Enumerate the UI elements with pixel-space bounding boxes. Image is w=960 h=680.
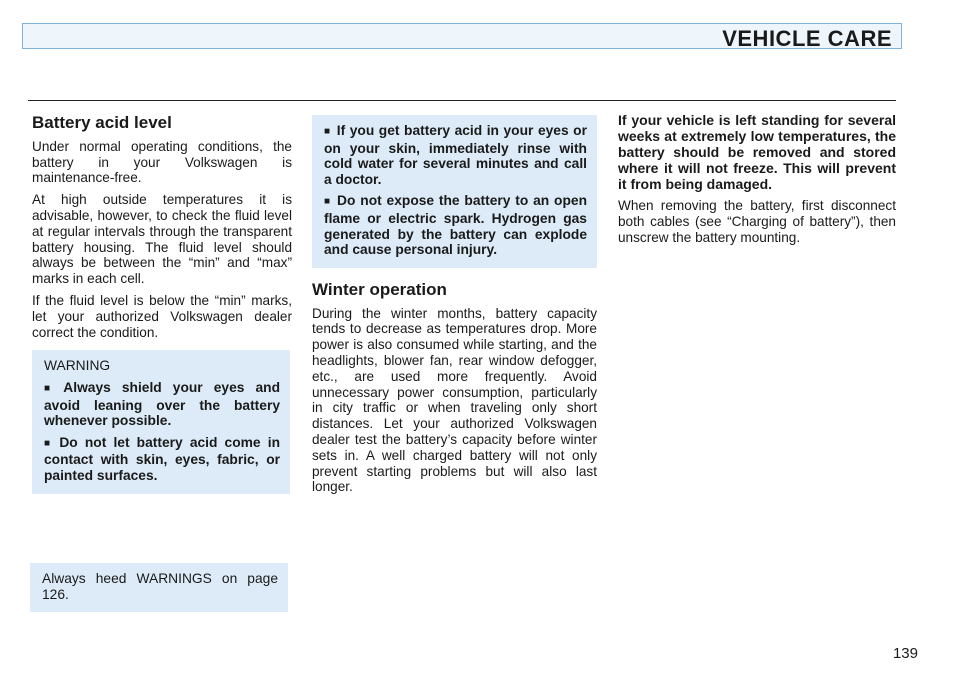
- storage-warning-paragraph: If your vehicle is left standing for several weeks at extremely low temperatures, the battery should be removed and stored where it will not freeze. This will prevent it from being damaged.: [618, 112, 896, 192]
- paragraph: If the fluid level is below the “min” marks, let your authorized Volkswagen dealer correct the condition.: [32, 292, 292, 340]
- section-title: VEHICLE CARE: [722, 26, 892, 51]
- warning-box-continued: [312, 115, 597, 268]
- page-number: 139: [892, 645, 918, 662]
- note-box: [30, 563, 288, 612]
- warning-item: ■ Do not let battery acid come in contact with skin, eyes, fabric, or painted surfaces.: [44, 435, 280, 484]
- right-column: [618, 112, 896, 251]
- warning-title: WARNING: [44, 358, 111, 374]
- left-column: [32, 115, 292, 494]
- paragraph: During the winter months, battery capacity tends to decrease as temperatures drop. More power is also consumed while starting, and the headlights, blower fan, rear window defogger, etc., are used more frequently. Avoid unnecessary power consumption, particularly in city traffic or when traveling only short distances. Let your authorized Volkswagen dealer test the battery’s capacity before winter sets in. A well charged battery will not only prevent starting problems but will also last longer.: [312, 305, 597, 495]
- paragraph: Under normal operating conditions, the battery in your Volkswagen is maintenance-free.: [32, 138, 292, 186]
- winter-operation-heading: Winter operation: [312, 279, 447, 299]
- middle-column: [312, 115, 597, 501]
- battery-acid-heading: Battery acid level: [32, 113, 172, 132]
- warning-box: [32, 350, 290, 493]
- horizontal-rule: [28, 100, 896, 101]
- paragraph: When removing the battery, first disconnect both cables (see “Charging of battery”), then unscrew the battery mounting.: [618, 198, 896, 245]
- note-text: Always heed WARNINGS on page 126.: [42, 571, 278, 602]
- warning-item: ■ Do not expose the battery to an open flame or electric spark. Hydrogen gas generated by the battery can explode and cause personal injury.: [324, 193, 587, 257]
- warning-item: ■ Always shield your eyes and avoid leaning over the battery whenever possible.: [44, 380, 280, 429]
- paragraph: At high outside temperatures it is advisable, however, to check the fluid level at regular intervals through the transparent battery housing. The fluid level should always be between the “min” and “max” marks in each cell.: [32, 192, 292, 287]
- warning-item: ■ If you get battery acid in your eyes or on your skin, immediately rinse with cold water for several minutes and call a doctor.: [324, 123, 587, 187]
